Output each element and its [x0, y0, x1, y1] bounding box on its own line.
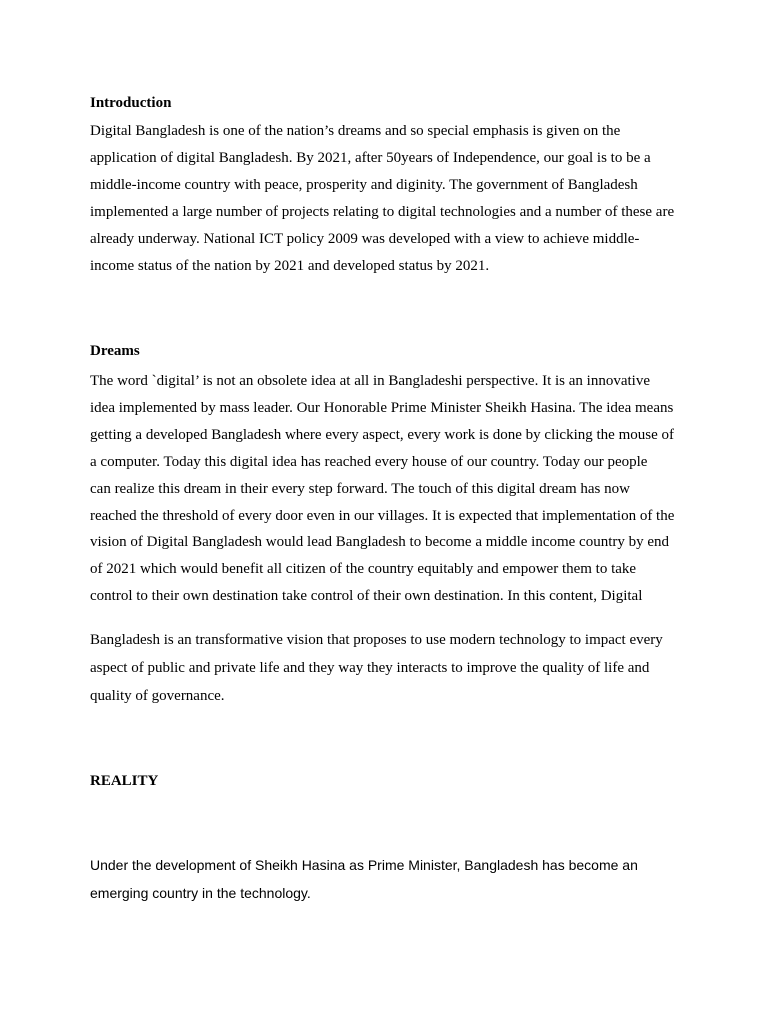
paragraph-line: Digital Bangladesh is one of the nation’s dreams and so special emphasis is given on the [90, 123, 621, 139]
dreams-paragraph-2 [90, 627, 690, 710]
section-heading-introduction: Introduction [90, 95, 172, 111]
paragraph-line: control to their own destination take control of their own destination. In this content, Digital [90, 588, 643, 605]
paragraph-line: of 2021 which would benefit all citizen of the country equitably and empower them to take [90, 561, 637, 578]
paragraph-line: Bangladesh is an transformative vision that proposes to use modern technology to impact every [90, 632, 663, 648]
paragraph-line: middle-income country with peace, prosperity and diginity. The government of Bangladesh [90, 176, 638, 193]
paragraph-line: getting a developed Bangladesh where every aspect, every work is done by clicking the mouse of [90, 426, 674, 443]
section-heading-reality: REALITY [90, 773, 159, 789]
dreams-paragraph-1 [90, 368, 690, 610]
paragraph-line: application of digital Bangladesh. By 2021, after 50years of Independence, our goal is to be a [90, 149, 651, 166]
section-heading-dreams: Dreams [90, 343, 140, 359]
paragraph-line: Under the development of Sheikh Hasina as Prime Minister, Bangladesh has become an [90, 857, 638, 873]
paragraph-line: income status of the nation by 2021 and developed status by 2021. [90, 257, 490, 274]
paragraph-line: reached the threshold of every door even in our villages. It is expected that implementation of the [90, 507, 675, 524]
paragraph-line: aspect of public and private life and they way they interacts to improve the quality of life and [90, 659, 650, 676]
paragraph-line: idea implemented by mass leader. Our Honorable Prime Minister Sheikh Hasina. The idea means [90, 399, 674, 416]
paragraph-line: quality of governance. [90, 687, 225, 704]
introduction-paragraph [90, 118, 690, 279]
paragraph-line: vision of Digital Bangladesh would lead Bangladesh to become a middle income country by end [90, 534, 670, 551]
paragraph-line: emerging country in the technology. [90, 884, 311, 901]
paragraph-line: a computer. Today this digital idea has reached every house of our country. Today our people [90, 453, 648, 470]
paragraph-line: implemented a large number of projects relating to digital technologies and a number of these are [90, 203, 675, 220]
reality-paragraph [90, 852, 690, 907]
paragraph-line: already underway. National ICT policy 2009 was developed with a view to achieve middle- [90, 230, 640, 247]
paragraph-line: The word `digital’ is not an obsolete idea at all in Bangladeshi perspective. It is an innovative [90, 373, 650, 389]
paragraph-line: can realize this dream in their every step forward. The touch of this digital dream has now [90, 480, 630, 497]
